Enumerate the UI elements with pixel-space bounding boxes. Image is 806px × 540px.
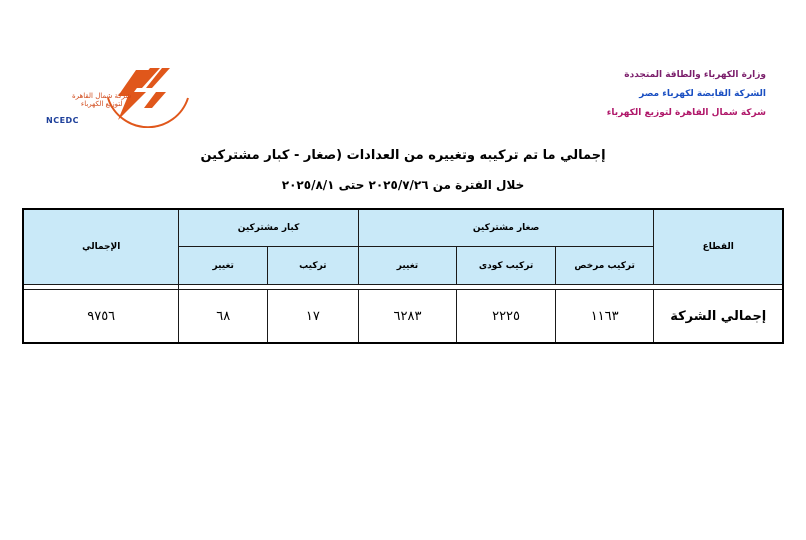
meters-summary-table	[22, 208, 784, 344]
report-title: إجمالي ما تم تركيبه وتغييره من العدادات (صغار - كبار مشتركين	[200, 148, 606, 163]
total-header: الإجمالي	[23, 209, 179, 285]
table-row	[23, 290, 783, 344]
large-change-value: ٦٨	[179, 290, 268, 344]
small-change-value: ٦٢٨٣	[358, 290, 457, 344]
large-install-header: تركيب	[268, 247, 359, 285]
logo-name: NCEDC	[46, 116, 80, 125]
ministry-name: وزارة الكهرباء والطاقة المتجددة	[624, 70, 766, 80]
large-subscribers-header: كبار مشتركين	[179, 209, 358, 247]
sector-header: القطاع	[654, 209, 783, 285]
small-coded-install-value: ٢٢٢٥	[457, 290, 556, 344]
report-period: خلال الفترة من ٢٠٢٥/٧/٢٦ حتى ٢٠٢٥/٨/١	[281, 178, 525, 192]
logo-arabic-text: شركة شمال القاهرة لتوزيع الكهرباء	[72, 92, 132, 108]
small-change-header: تغيير	[358, 247, 457, 285]
holding-company-name: الشركة القابضة لكهرباء مصر	[639, 89, 766, 99]
small-subscribers-header: صغار مشتركين	[358, 209, 654, 247]
small-licensed-install-value: ١١٦٣	[555, 290, 654, 344]
ministry-header	[607, 66, 766, 123]
total-value: ٩٧٥٦	[23, 290, 179, 344]
sector-cell: إجمالي الشركة	[654, 290, 783, 344]
large-change-header: تغيير	[179, 247, 268, 285]
small-coded-install-header: تركيب كودى	[457, 247, 556, 285]
large-install-value: ١٧	[268, 290, 359, 344]
distribution-company-name: شركة شمال القاهرة لتوزيع الكهرباء	[606, 108, 766, 118]
small-licensed-install-header: تركيب مرخص	[555, 247, 654, 285]
